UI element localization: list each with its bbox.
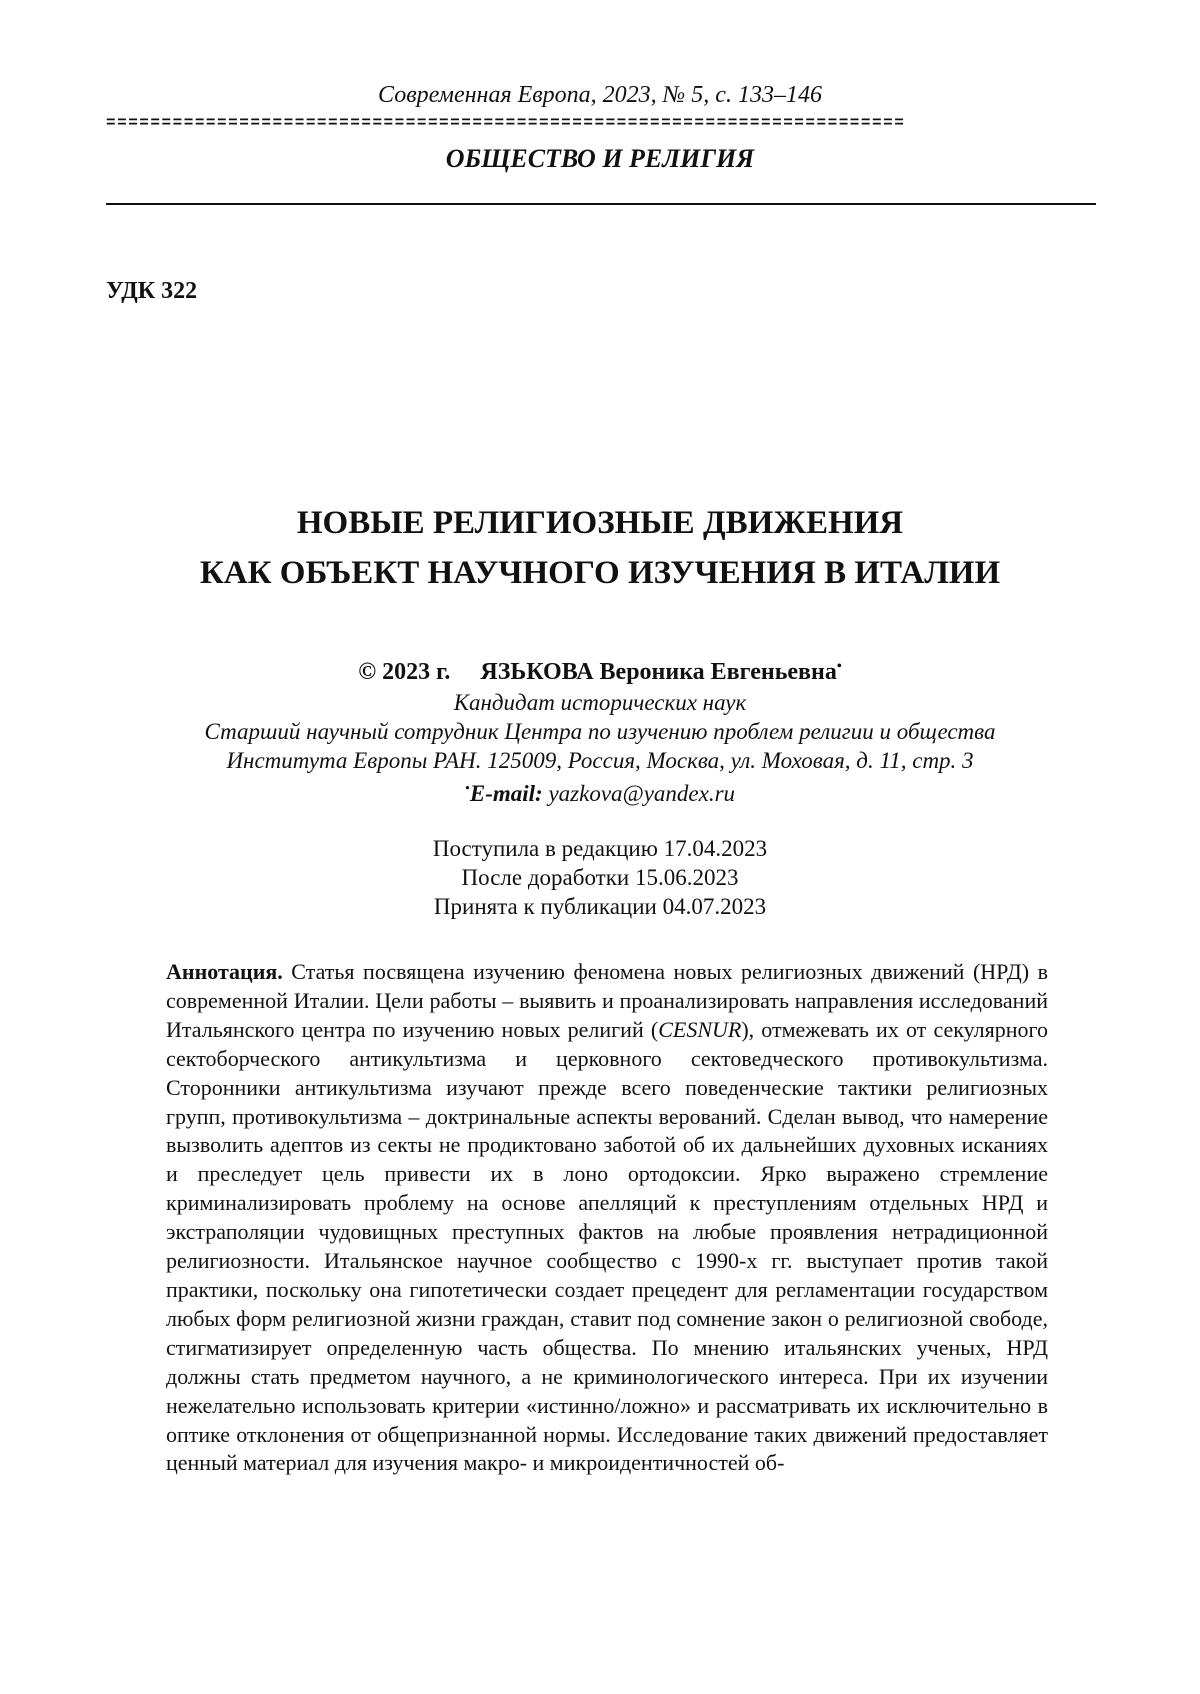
article-title-line-1: НОВЫЕ РЕЛИГИОЗНЫЕ ДВИЖЕНИЯ	[296, 505, 904, 541]
author-marker: •	[836, 659, 842, 674]
udk-code: УДК 322	[106, 278, 198, 304]
date-accepted: Принята к публикации 04.07.2023	[433, 894, 767, 919]
email-label: E-mail:	[469, 781, 543, 806]
email-address[interactable]: yazkova@yandex.ru	[548, 781, 736, 806]
abstract	[166, 958, 1048, 1478]
date-received: Поступила в редакцию 17.04.2023	[432, 836, 768, 861]
email-line	[100, 779, 1100, 808]
author-affiliation: Института Европы РАН. 125009, Россия, Москва, ул. Моховая, д. 11, стр. 3	[226, 748, 974, 773]
author-name: ЯЗЬКОВА Вероника Евгеньевна	[480, 659, 837, 685]
author-line	[100, 656, 1100, 688]
author-block	[100, 656, 1100, 808]
submission-dates	[100, 834, 1100, 921]
email-marker: •	[464, 781, 470, 797]
section-title: ОБЩЕСТВО И РЕЛИГИЯ	[445, 144, 755, 173]
abstract-text-part-2: ), отмежевать их от секулярного сектоборческого антикультизма и церковного сектоведческого противокультизма. Сторонники антикультизма изучают прежде всего поведенческие тактики религиозных групп, противокультизма – доктринальные аспекты верований. Сделан вывод, что намерение вызволить адептов из секты не продиктовано заботой об их дальнейших духовных исканиях и преследует цель привести их в лоно ортодоксии. Ярко выражено стремление криминализировать проблему на основе апелляций к преступлениям отдельных НРД и экстраполяции чудовищных преступных фактов на любые проявления нетрадиционной религиозности. Итальянское научное сообщество с 1990-х гг. выступает против такой практики, поскольку она гипотетически создает прецедент для регламентации государством любых форм религиозной жизни граждан, ставит под сомнение закон о религиозной свободе, стигматизирует определенную часть общества. По мнению итальянских ученых, НРД должны стать предметом научного, а не криминологического интереса. При их изучении нежелательно использовать критерии «истинно/ложно» и рассматривать их исключительно в оптике отклонения от общепризнанной нормы. Исследование таких движений предоставляет ценный материал для изучения макро- и микроидентичностей об-	[166, 1016, 1048, 1476]
abstract-text-part-1: Статья посвящена изучению феномена новых религиозных движений (НРД) в современной Италии. Цели работы – выявить и проанализировать направления исследований Итальянского центра по изучению новых религий (	[166, 959, 1048, 1042]
double-rule-divider: ========================================================================	[106, 117, 906, 129]
single-rule-divider	[106, 203, 1096, 205]
author-position: Старший научный сотрудник Центра по изучению проблем религии и общества	[204, 719, 996, 744]
article-title-line-2: КАК ОБЪЕКТ НАУЧНОГО ИЗУЧЕНИЯ В ИТАЛИИ	[199, 555, 1001, 591]
abstract-label: Аннотация.	[166, 959, 283, 984]
article-title	[100, 498, 1100, 598]
abstract-acronym: CESNUR	[658, 1016, 742, 1042]
journal-reference: Современная Европа, 2023, № 5, с. 133–146	[378, 82, 822, 108]
author-degree: Кандидат исторических наук	[453, 690, 747, 715]
date-revised: После доработки 15.06.2023	[461, 865, 739, 890]
copyright-year: © 2023 г.	[358, 659, 451, 685]
